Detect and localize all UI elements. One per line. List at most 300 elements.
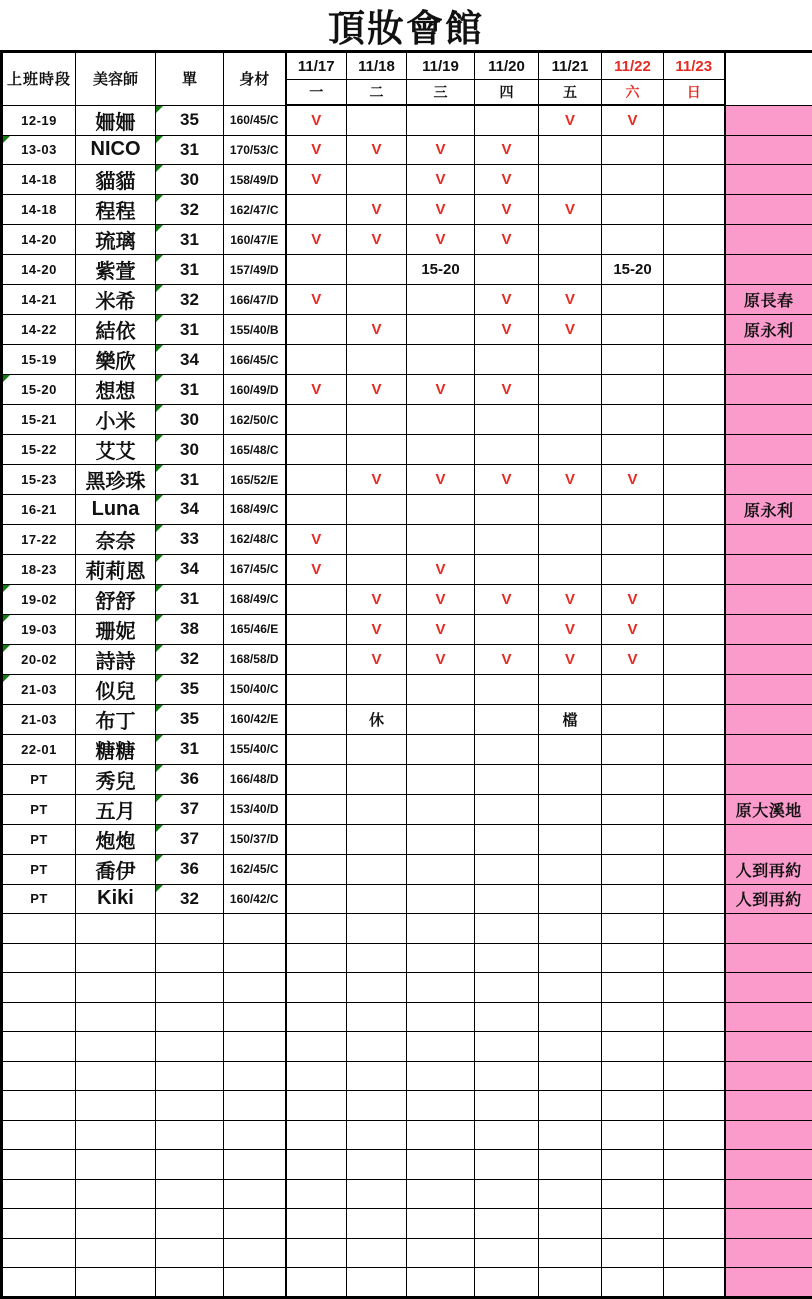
cell-body-stats[interactable]: 167/45/C [224, 554, 286, 584]
cell-day-11-18[interactable] [347, 1238, 407, 1268]
cell-day-11-19[interactable]: V [407, 554, 475, 584]
cell-day-11-17[interactable] [286, 704, 347, 734]
cell-day-11-19[interactable]: V [407, 195, 475, 225]
cell-day-11-21[interactable] [539, 1209, 602, 1239]
cell-day-11-21[interactable] [539, 1120, 602, 1150]
cell-note[interactable] [725, 225, 812, 255]
cell-body-stats[interactable]: 162/48/C [224, 524, 286, 554]
cell-time[interactable]: PT [2, 824, 76, 854]
cell-day-11-19[interactable] [407, 943, 475, 973]
cell-day-11-18[interactable] [347, 495, 407, 525]
cell-time[interactable] [2, 1268, 76, 1298]
cell-day-11-21[interactable] [539, 1002, 602, 1032]
cell-name[interactable] [76, 1091, 156, 1121]
cell-name[interactable]: 糖糖 [76, 734, 156, 764]
cell-orders[interactable] [156, 1120, 224, 1150]
cell-day-11-18[interactable] [347, 345, 407, 375]
cell-day-11-20[interactable] [475, 435, 539, 465]
cell-day-11-23[interactable] [664, 1061, 725, 1091]
cell-body-stats[interactable]: 166/47/D [224, 285, 286, 315]
cell-day-11-20[interactable]: V [475, 135, 539, 165]
cell-day-11-22[interactable] [602, 435, 664, 465]
cell-orders[interactable]: 37 [156, 824, 224, 854]
cell-day-11-22[interactable] [602, 524, 664, 554]
cell-day-11-17[interactable] [286, 1238, 347, 1268]
cell-orders[interactable] [156, 973, 224, 1003]
cell-note[interactable] [725, 195, 812, 225]
cell-day-11-22[interactable] [602, 1002, 664, 1032]
cell-orders[interactable] [156, 914, 224, 944]
cell-day-11-18[interactable] [347, 524, 407, 554]
cell-day-11-20[interactable] [475, 704, 539, 734]
cell-orders[interactable]: 34 [156, 345, 224, 375]
cell-time[interactable]: 15-20 [2, 375, 76, 405]
cell-name[interactable]: 似兒 [76, 674, 156, 704]
cell-day-11-22[interactable] [602, 1061, 664, 1091]
cell-day-11-23[interactable] [664, 674, 725, 704]
cell-name[interactable] [76, 1150, 156, 1180]
cell-day-11-17[interactable] [286, 1179, 347, 1209]
cell-day-11-19[interactable] [407, 1268, 475, 1298]
cell-time[interactable]: 17-22 [2, 524, 76, 554]
cell-day-11-23[interactable] [664, 764, 725, 794]
cell-day-11-23[interactable] [664, 644, 725, 674]
cell-day-11-18[interactable] [347, 1032, 407, 1062]
cell-day-11-22[interactable] [602, 165, 664, 195]
cell-day-11-23[interactable] [664, 584, 725, 614]
cell-day-11-18[interactable] [347, 1268, 407, 1298]
cell-body-stats[interactable] [224, 1002, 286, 1032]
cell-day-11-23[interactable] [664, 734, 725, 764]
cell-day-11-23[interactable] [664, 1209, 725, 1239]
cell-day-11-21[interactable]: V [539, 195, 602, 225]
cell-day-11-20[interactable] [475, 1209, 539, 1239]
cell-time[interactable]: 19-02 [2, 584, 76, 614]
cell-day-11-18[interactable]: 休 [347, 704, 407, 734]
cell-orders[interactable]: 31 [156, 225, 224, 255]
cell-day-11-21[interactable] [539, 375, 602, 405]
cell-day-11-23[interactable] [664, 345, 725, 375]
cell-day-11-21[interactable] [539, 914, 602, 944]
cell-note[interactable] [725, 1238, 812, 1268]
cell-day-11-17[interactable] [286, 734, 347, 764]
cell-orders[interactable] [156, 1179, 224, 1209]
cell-time[interactable] [2, 1150, 76, 1180]
cell-time[interactable]: 14-18 [2, 165, 76, 195]
cell-note[interactable] [725, 1120, 812, 1150]
cell-day-11-19[interactable] [407, 495, 475, 525]
cell-day-11-20[interactable]: V [475, 195, 539, 225]
cell-orders[interactable]: 31 [156, 465, 224, 495]
cell-day-11-17[interactable] [286, 914, 347, 944]
cell-orders[interactable]: 37 [156, 794, 224, 824]
cell-day-11-23[interactable] [664, 554, 725, 584]
cell-orders[interactable]: 30 [156, 435, 224, 465]
cell-day-11-17[interactable]: V [286, 105, 347, 135]
cell-day-11-20[interactable] [475, 524, 539, 554]
cell-note[interactable] [725, 584, 812, 614]
cell-day-11-17[interactable]: V [286, 524, 347, 554]
cell-day-11-22[interactable] [602, 1268, 664, 1298]
cell-day-11-20[interactable]: V [475, 644, 539, 674]
cell-body-stats[interactable]: 150/40/C [224, 674, 286, 704]
cell-day-11-21[interactable]: V [539, 105, 602, 135]
cell-day-11-18[interactable] [347, 734, 407, 764]
cell-day-11-17[interactable] [286, 614, 347, 644]
cell-day-11-17[interactable] [286, 1061, 347, 1091]
cell-day-11-21[interactable] [539, 554, 602, 584]
cell-day-11-20[interactable] [475, 914, 539, 944]
cell-time[interactable]: PT [2, 884, 76, 914]
cell-day-11-20[interactable] [475, 1179, 539, 1209]
cell-orders[interactable]: 35 [156, 674, 224, 704]
cell-day-11-22[interactable] [602, 495, 664, 525]
cell-body-stats[interactable]: 162/45/C [224, 854, 286, 884]
cell-day-11-23[interactable] [664, 973, 725, 1003]
cell-note[interactable] [725, 1268, 812, 1298]
cell-day-11-21[interactable] [539, 854, 602, 884]
cell-day-11-18[interactable] [347, 255, 407, 285]
cell-day-11-19[interactable]: V [407, 375, 475, 405]
cell-body-stats[interactable]: 155/40/B [224, 315, 286, 345]
cell-name[interactable]: 奈奈 [76, 524, 156, 554]
cell-day-11-19[interactable] [407, 734, 475, 764]
cell-note[interactable] [725, 1032, 812, 1062]
cell-body-stats[interactable]: 166/48/D [224, 764, 286, 794]
cell-day-11-20[interactable] [475, 824, 539, 854]
cell-day-11-20[interactable]: V [475, 584, 539, 614]
cell-body-stats[interactable] [224, 1120, 286, 1150]
cell-name[interactable]: 莉莉恩 [76, 554, 156, 584]
cell-day-11-18[interactable] [347, 973, 407, 1003]
cell-note[interactable] [725, 1002, 812, 1032]
cell-day-11-18[interactable] [347, 1061, 407, 1091]
cell-day-11-23[interactable] [664, 1120, 725, 1150]
cell-orders[interactable] [156, 1002, 224, 1032]
cell-day-11-23[interactable] [664, 1032, 725, 1062]
cell-day-11-19[interactable]: V [407, 614, 475, 644]
cell-day-11-23[interactable] [664, 1002, 725, 1032]
cell-name[interactable] [76, 1061, 156, 1091]
cell-day-11-19[interactable] [407, 1179, 475, 1209]
cell-day-11-18[interactable] [347, 1209, 407, 1239]
cell-day-11-18[interactable]: V [347, 375, 407, 405]
cell-day-11-20[interactable] [475, 405, 539, 435]
cell-day-11-22[interactable] [602, 135, 664, 165]
cell-day-11-17[interactable] [286, 764, 347, 794]
cell-name[interactable]: 布丁 [76, 704, 156, 734]
cell-day-11-19[interactable] [407, 1061, 475, 1091]
cell-day-11-21[interactable]: V [539, 614, 602, 644]
cell-day-11-18[interactable] [347, 1091, 407, 1121]
cell-note[interactable] [725, 135, 812, 165]
cell-day-11-18[interactable] [347, 794, 407, 824]
cell-day-11-21[interactable] [539, 824, 602, 854]
cell-note[interactable] [725, 554, 812, 584]
cell-orders[interactable]: 38 [156, 614, 224, 644]
cell-day-11-22[interactable]: V [602, 105, 664, 135]
cell-day-11-23[interactable] [664, 375, 725, 405]
cell-day-11-23[interactable] [664, 195, 725, 225]
cell-orders[interactable]: 31 [156, 255, 224, 285]
cell-day-11-20[interactable] [475, 1268, 539, 1298]
cell-day-11-20[interactable] [475, 345, 539, 375]
cell-note[interactable] [725, 914, 812, 944]
cell-body-stats[interactable]: 168/49/C [224, 584, 286, 614]
cell-day-11-22[interactable] [602, 704, 664, 734]
cell-day-11-22[interactable] [602, 1091, 664, 1121]
cell-orders[interactable]: 33 [156, 524, 224, 554]
cell-day-11-17[interactable] [286, 255, 347, 285]
cell-day-11-22[interactable] [602, 943, 664, 973]
cell-time[interactable] [2, 1179, 76, 1209]
cell-day-11-19[interactable] [407, 914, 475, 944]
cell-day-11-17[interactable] [286, 1268, 347, 1298]
cell-name[interactable]: 貓貓 [76, 165, 156, 195]
cell-day-11-23[interactable] [664, 165, 725, 195]
cell-day-11-20[interactable]: V [475, 225, 539, 255]
cell-note[interactable] [725, 375, 812, 405]
cell-name[interactable] [76, 1002, 156, 1032]
cell-note[interactable] [725, 1209, 812, 1239]
cell-day-11-21[interactable] [539, 794, 602, 824]
cell-day-11-22[interactable] [602, 1120, 664, 1150]
cell-day-11-22[interactable] [602, 824, 664, 854]
cell-time[interactable]: 14-22 [2, 315, 76, 345]
cell-day-11-18[interactable]: V [347, 315, 407, 345]
cell-note[interactable] [725, 1179, 812, 1209]
cell-day-11-23[interactable] [664, 524, 725, 554]
cell-day-11-21[interactable]: V [539, 285, 602, 315]
cell-day-11-22[interactable]: 15-20 [602, 255, 664, 285]
cell-day-11-23[interactable] [664, 1179, 725, 1209]
cell-day-11-20[interactable] [475, 943, 539, 973]
cell-day-11-22[interactable] [602, 884, 664, 914]
cell-name[interactable]: 結依 [76, 315, 156, 345]
cell-day-11-18[interactable] [347, 674, 407, 704]
cell-note[interactable] [725, 614, 812, 644]
cell-orders[interactable]: 31 [156, 734, 224, 764]
cell-body-stats[interactable] [224, 1209, 286, 1239]
cell-day-11-23[interactable] [664, 943, 725, 973]
cell-day-11-22[interactable] [602, 674, 664, 704]
cell-name[interactable] [76, 943, 156, 973]
cell-day-11-22[interactable] [602, 1209, 664, 1239]
cell-day-11-20[interactable] [475, 674, 539, 704]
cell-time[interactable]: 14-20 [2, 255, 76, 285]
cell-day-11-20[interactable]: V [475, 465, 539, 495]
cell-day-11-17[interactable] [286, 884, 347, 914]
cell-orders[interactable] [156, 1150, 224, 1180]
cell-day-11-17[interactable] [286, 345, 347, 375]
cell-body-stats[interactable]: 160/42/E [224, 704, 286, 734]
cell-orders[interactable]: 36 [156, 854, 224, 884]
cell-body-stats[interactable] [224, 1091, 286, 1121]
cell-day-11-19[interactable] [407, 1238, 475, 1268]
cell-name[interactable]: 琉璃 [76, 225, 156, 255]
cell-day-11-21[interactable] [539, 674, 602, 704]
cell-note[interactable] [725, 465, 812, 495]
cell-orders[interactable]: 31 [156, 135, 224, 165]
cell-day-11-22[interactable]: V [602, 465, 664, 495]
cell-time[interactable] [2, 914, 76, 944]
cell-name[interactable]: 舒舒 [76, 584, 156, 614]
cell-day-11-20[interactable] [475, 1238, 539, 1268]
cell-name[interactable]: 秀兒 [76, 764, 156, 794]
cell-day-11-22[interactable] [602, 405, 664, 435]
cell-body-stats[interactable] [224, 1061, 286, 1091]
cell-time[interactable]: 15-23 [2, 465, 76, 495]
cell-day-11-17[interactable] [286, 495, 347, 525]
cell-day-11-17[interactable]: V [286, 165, 347, 195]
cell-name[interactable] [76, 1268, 156, 1298]
cell-day-11-22[interactable] [602, 285, 664, 315]
cell-body-stats[interactable]: 155/40/C [224, 734, 286, 764]
cell-day-11-21[interactable]: 檔 [539, 704, 602, 734]
cell-day-11-22[interactable] [602, 225, 664, 255]
cell-day-11-18[interactable] [347, 105, 407, 135]
cell-day-11-20[interactable] [475, 255, 539, 285]
cell-time[interactable] [2, 1238, 76, 1268]
cell-day-11-23[interactable] [664, 854, 725, 884]
cell-day-11-18[interactable] [347, 285, 407, 315]
cell-day-11-17[interactable]: V [286, 225, 347, 255]
cell-day-11-18[interactable] [347, 1179, 407, 1209]
cell-note[interactable] [725, 524, 812, 554]
cell-day-11-17[interactable] [286, 584, 347, 614]
cell-day-11-18[interactable] [347, 165, 407, 195]
cell-orders[interactable]: 30 [156, 165, 224, 195]
cell-day-11-23[interactable] [664, 135, 725, 165]
cell-orders[interactable] [156, 1238, 224, 1268]
cell-day-11-20[interactable] [475, 973, 539, 1003]
cell-day-11-23[interactable] [664, 285, 725, 315]
cell-day-11-18[interactable]: V [347, 135, 407, 165]
cell-time[interactable]: 16-21 [2, 495, 76, 525]
cell-time[interactable]: 20-02 [2, 644, 76, 674]
cell-note[interactable] [725, 824, 812, 854]
cell-time[interactable]: 15-21 [2, 405, 76, 435]
cell-day-11-20[interactable] [475, 1120, 539, 1150]
cell-day-11-18[interactable] [347, 1002, 407, 1032]
cell-name[interactable]: 五月 [76, 794, 156, 824]
cell-note[interactable] [725, 255, 812, 285]
cell-name[interactable] [76, 973, 156, 1003]
cell-day-11-20[interactable] [475, 1032, 539, 1062]
cell-day-11-19[interactable] [407, 1091, 475, 1121]
cell-name[interactable]: 姍姍 [76, 105, 156, 135]
cell-orders[interactable]: 31 [156, 375, 224, 405]
cell-day-11-17[interactable] [286, 405, 347, 435]
cell-day-11-21[interactable] [539, 973, 602, 1003]
cell-day-11-23[interactable] [664, 884, 725, 914]
cell-day-11-19[interactable] [407, 973, 475, 1003]
cell-day-11-19[interactable]: V [407, 135, 475, 165]
cell-name[interactable]: 紫萱 [76, 255, 156, 285]
cell-body-stats[interactable] [224, 973, 286, 1003]
cell-day-11-21[interactable] [539, 1091, 602, 1121]
cell-day-11-19[interactable] [407, 315, 475, 345]
cell-day-11-17[interactable] [286, 943, 347, 973]
cell-day-11-19[interactable] [407, 1002, 475, 1032]
cell-day-11-20[interactable]: V [475, 165, 539, 195]
cell-orders[interactable] [156, 1209, 224, 1239]
cell-day-11-19[interactable] [407, 345, 475, 375]
cell-day-11-19[interactable] [407, 435, 475, 465]
cell-day-11-22[interactable] [602, 1238, 664, 1268]
cell-day-11-19[interactable] [407, 1120, 475, 1150]
cell-body-stats[interactable]: 162/47/C [224, 195, 286, 225]
cell-day-11-20[interactable] [475, 1002, 539, 1032]
cell-day-11-23[interactable] [664, 914, 725, 944]
cell-day-11-20[interactable]: V [475, 375, 539, 405]
cell-day-11-18[interactable] [347, 764, 407, 794]
cell-note[interactable]: 原永利 [725, 315, 812, 345]
cell-orders[interactable]: 31 [156, 315, 224, 345]
cell-name[interactable] [76, 1032, 156, 1062]
cell-orders[interactable]: 35 [156, 704, 224, 734]
cell-day-11-17[interactable] [286, 1120, 347, 1150]
cell-day-11-22[interactable]: V [602, 614, 664, 644]
cell-day-11-20[interactable] [475, 734, 539, 764]
cell-note[interactable]: 原長春 [725, 285, 812, 315]
cell-name[interactable]: 詩詩 [76, 644, 156, 674]
cell-day-11-17[interactable] [286, 1091, 347, 1121]
cell-body-stats[interactable] [224, 1179, 286, 1209]
cell-day-11-22[interactable] [602, 1179, 664, 1209]
cell-day-11-19[interactable]: V [407, 225, 475, 255]
cell-time[interactable]: 22-01 [2, 734, 76, 764]
cell-time[interactable]: 14-20 [2, 225, 76, 255]
cell-day-11-21[interactable] [539, 734, 602, 764]
cell-body-stats[interactable]: 168/58/D [224, 644, 286, 674]
cell-day-11-21[interactable] [539, 943, 602, 973]
cell-note[interactable] [725, 734, 812, 764]
cell-day-11-23[interactable] [664, 824, 725, 854]
cell-day-11-19[interactable] [407, 824, 475, 854]
cell-time[interactable] [2, 943, 76, 973]
cell-day-11-20[interactable] [475, 1150, 539, 1180]
cell-name[interactable]: 程程 [76, 195, 156, 225]
cell-day-11-20[interactable] [475, 554, 539, 584]
cell-day-11-19[interactable] [407, 524, 475, 554]
cell-orders[interactable] [156, 943, 224, 973]
cell-day-11-21[interactable] [539, 225, 602, 255]
cell-note[interactable] [725, 973, 812, 1003]
cell-body-stats[interactable]: 150/37/D [224, 824, 286, 854]
cell-name[interactable]: 米希 [76, 285, 156, 315]
cell-day-11-18[interactable] [347, 854, 407, 884]
cell-time[interactable]: 13-03 [2, 135, 76, 165]
cell-day-11-23[interactable] [664, 405, 725, 435]
cell-note[interactable] [725, 435, 812, 465]
cell-day-11-22[interactable] [602, 764, 664, 794]
cell-day-11-19[interactable] [407, 884, 475, 914]
cell-day-11-21[interactable]: V [539, 644, 602, 674]
cell-name[interactable] [76, 1209, 156, 1239]
cell-day-11-17[interactable] [286, 644, 347, 674]
cell-day-11-18[interactable] [347, 435, 407, 465]
cell-time[interactable] [2, 1032, 76, 1062]
cell-day-11-22[interactable] [602, 854, 664, 884]
cell-body-stats[interactable] [224, 1238, 286, 1268]
cell-time[interactable]: 14-21 [2, 285, 76, 315]
cell-body-stats[interactable]: 165/46/E [224, 614, 286, 644]
cell-time[interactable] [2, 973, 76, 1003]
cell-name[interactable]: 艾艾 [76, 435, 156, 465]
cell-orders[interactable] [156, 1061, 224, 1091]
cell-note[interactable] [725, 1091, 812, 1121]
